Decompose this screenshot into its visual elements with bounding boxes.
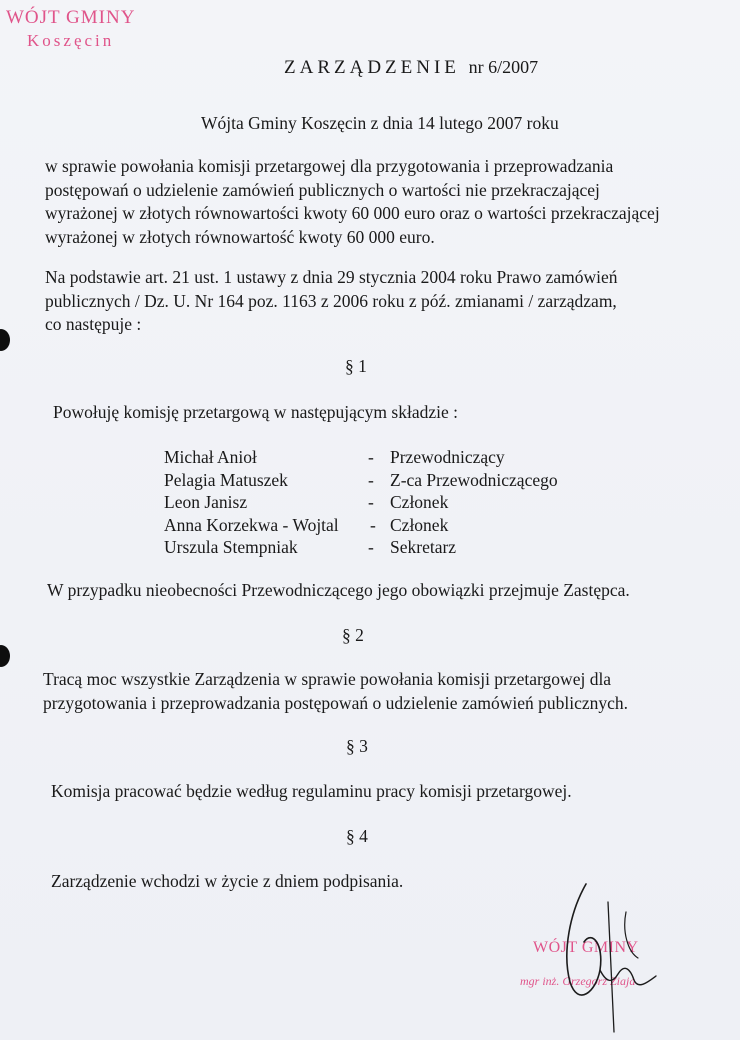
stamp-bottom-line1: WÓJT GMINY (533, 939, 639, 956)
legal-basis-line: co następuje : (45, 314, 142, 334)
subject-line: postępowań o udzielenie zamówień publicznych o wartości nie przekraczającej (45, 179, 600, 200)
member-dash: - (368, 537, 374, 557)
subject-line: wyrażonej w złotych równowartość kwoty 60 000 euro. (45, 226, 435, 247)
member-role: Przewodniczący (390, 447, 505, 467)
legal-basis-line: Na podstawie art. 21 ust. 1 ustawy z dnia 29 stycznia 2004 roku Prawo zamówień (45, 267, 618, 287)
subject-line: wyrażonej w złotych równowartości kwoty 60 000 euro oraz o wartości przekraczającej (45, 203, 660, 223)
section-heading-4: § 4 (346, 826, 368, 846)
member-dash: - (368, 447, 374, 467)
absence-clause: W przypadku nieobecności Przewodniczącego jego obowiązki przejmuje Zastępca. (47, 580, 630, 600)
member-name: Leon Janisz (164, 492, 248, 512)
repeal-paragraph (43, 668, 628, 715)
effective-clause: Zarządzenie wchodzi w życie z dniem podpisania. (51, 871, 404, 891)
section-heading-3: § 3 (346, 736, 368, 756)
rules-clause: Komisja pracować będzie według regulaminu pracy komisji przetargowej. (51, 781, 572, 801)
legal-basis-line: publicznych / Dz. U. Nr 164 poz. 1163 z 2006 roku z póź. zmianami / zarządzam, (45, 290, 617, 311)
member-name: Michał Anioł (164, 447, 257, 467)
repeal-line: Tracą moc wszystkie Zarządzenia w sprawie powołania komisji przetargowej dla (43, 669, 612, 689)
member-role: Członek (390, 514, 449, 535)
member-name: Pelagia Matuszek (164, 469, 288, 490)
member-dash: - (370, 514, 376, 535)
member-dash: - (368, 492, 374, 512)
member-role: Sekretarz (390, 537, 457, 557)
subject-line: w sprawie powołania komisji przetargowej dla przygotowania i przeprowadzania (45, 156, 614, 176)
document-title (284, 57, 538, 79)
section-heading-2: § 2 (342, 625, 364, 645)
title-number: nr 6/2007 (468, 57, 539, 77)
stamp-top-line2: Koszęcin (27, 31, 115, 50)
member-role: Członek (390, 492, 449, 512)
section-heading-1: § 1 (345, 356, 367, 376)
repeal-line: przygotowania i przeprowadzania postępowań o udzielenie zamówień publicznych. (43, 692, 629, 713)
legal-basis-paragraph (45, 266, 618, 337)
committee-intro: Powołuję komisję przetargową w następującym składzie : (53, 402, 458, 422)
stamp-bottom-line2: mgr inż. Grzegorz Ziaja (520, 974, 636, 988)
member-name: Anna Korzekwa - Wojtal (164, 514, 339, 535)
member-role: Z-ca Przewodniczącego (390, 469, 558, 490)
member-dash: - (368, 469, 374, 490)
punch-hole-mark (0, 329, 10, 351)
stamp-top-line1: WÓJT GMINY (6, 7, 136, 28)
title-main: ZARZĄDZENIE (284, 57, 460, 78)
member-name: Urszula Stempniak (164, 537, 298, 557)
subject-paragraph (45, 155, 660, 249)
handwritten-signature (548, 872, 678, 1037)
punch-hole-mark (0, 645, 10, 667)
document-subtitle: Wójta Gminy Koszęcin z dnia 14 lutego 2007 roku (201, 113, 559, 133)
